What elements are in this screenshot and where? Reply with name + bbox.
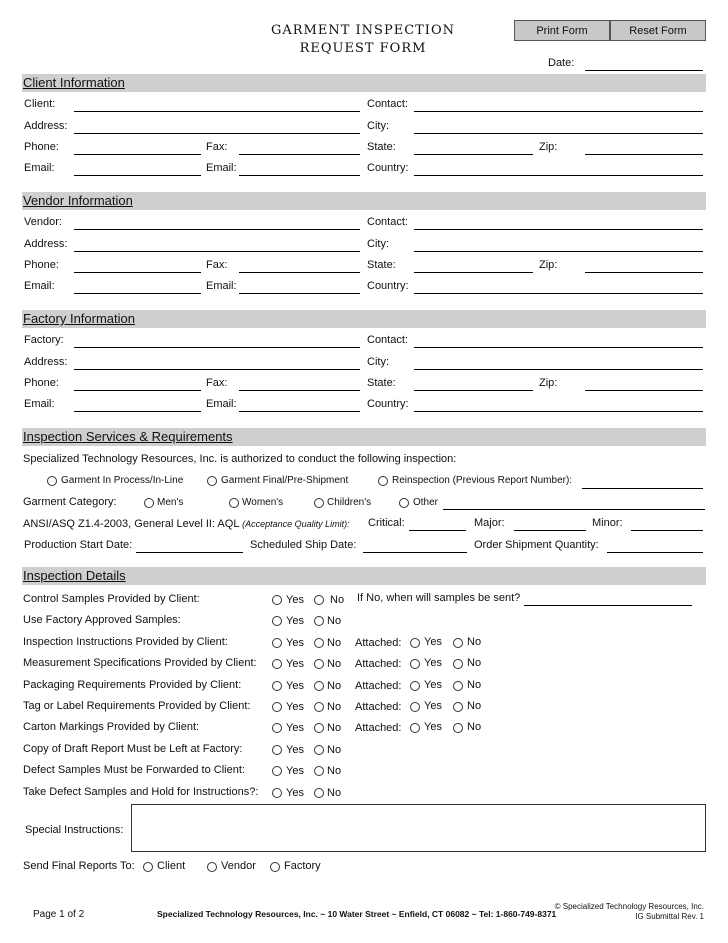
email-field[interactable] xyxy=(74,293,201,294)
other-category-field[interactable] xyxy=(443,509,705,510)
phone-label: Phone: xyxy=(24,141,59,153)
services-section-header xyxy=(22,428,706,446)
city-field[interactable] xyxy=(414,133,703,134)
detail-row-label: Packaging Requirements Provided by Client: xyxy=(23,678,242,691)
detail-row-label: Copy of Draft Report Must be Left at Factory: xyxy=(23,742,243,755)
no-radio[interactable] xyxy=(314,616,324,626)
attached-no-radio[interactable] xyxy=(453,638,463,648)
footer-address: Specialized Technology Resources, Inc. ~ 10 Water Street ~ Enfield, CT 06082 ~ Tel: 1-860-749-8371 xyxy=(157,909,557,919)
yes-label: Yes xyxy=(286,679,304,692)
detail-row-label: Control Samples Provided by Client: xyxy=(23,593,200,605)
address-field[interactable] xyxy=(74,369,360,370)
services-heading: Inspection Services & Requirements xyxy=(23,429,233,444)
no-label: No xyxy=(327,765,342,778)
yes-label: Yes xyxy=(286,615,304,628)
aql-standard: ANSI/ASQ Z1.4-2003, General Level II: AQL xyxy=(23,518,240,530)
contact-label: Contact: xyxy=(367,334,408,346)
factory-section-heading: Factory Information xyxy=(23,311,135,326)
yes-radio[interactable] xyxy=(272,723,282,733)
category-radio[interactable] xyxy=(229,498,239,508)
attached-no-radio[interactable] xyxy=(453,702,463,712)
category-label: Other xyxy=(413,497,439,508)
name-field[interactable] xyxy=(74,111,360,112)
send-client-radio[interactable] xyxy=(143,862,153,872)
attached-yes-radio[interactable] xyxy=(410,659,420,669)
name-label: Vendor: xyxy=(24,216,62,228)
zip-field[interactable] xyxy=(585,390,703,391)
no-label: No xyxy=(327,615,342,628)
send-reports-label: Send Final Reports To: xyxy=(23,860,135,872)
aql-label xyxy=(23,518,350,530)
yes-label: Yes xyxy=(286,786,304,799)
yes-radio[interactable] xyxy=(272,616,282,626)
yes-label: Yes xyxy=(286,722,304,735)
date-field[interactable] xyxy=(585,70,703,71)
form-title-line2: REQUEST FORM xyxy=(299,41,427,56)
no-label: No xyxy=(327,701,342,713)
inspection-type-label: Garment In Process/In-Line xyxy=(61,475,184,486)
country-field[interactable] xyxy=(414,175,703,176)
category-radio[interactable] xyxy=(144,498,154,508)
zip-label: Zip: xyxy=(539,141,558,153)
attached-no-label: No xyxy=(467,721,482,734)
major-field[interactable] xyxy=(514,530,586,531)
no-radio[interactable] xyxy=(314,723,324,733)
yes-label: Yes xyxy=(286,701,304,713)
details-heading: Inspection Details xyxy=(23,568,126,583)
attached-label: Attached: xyxy=(355,679,402,692)
yes-radio[interactable] xyxy=(272,659,282,669)
phone-label: Phone: xyxy=(24,377,59,389)
no-radio[interactable] xyxy=(314,681,324,691)
no-radio[interactable] xyxy=(314,638,324,648)
address-field[interactable] xyxy=(74,251,360,252)
form-title-line1: GARMENT INSPECTION xyxy=(271,23,455,38)
fax-field[interactable] xyxy=(239,272,360,273)
yes-label: Yes xyxy=(286,594,304,606)
yes-label: Yes xyxy=(286,743,304,756)
country-label: Country: xyxy=(367,162,409,174)
no-label: No xyxy=(327,743,342,756)
state-field[interactable] xyxy=(414,154,533,155)
detail-row-label: Defect Samples Must be Forwarded to Client: xyxy=(23,764,245,777)
detail-row-label: Take Defect Samples and Hold for Instructions?: xyxy=(23,785,259,798)
contact-field[interactable] xyxy=(414,229,703,230)
city-field[interactable] xyxy=(414,369,703,370)
phone-label: Phone: xyxy=(24,259,59,271)
inspection-type-label: Reinspection (Previous Report Number): xyxy=(392,475,573,486)
country-label: Country: xyxy=(367,280,409,292)
category-label: Children's xyxy=(327,497,372,508)
category-radio[interactable] xyxy=(399,498,409,508)
attached-yes-radio[interactable] xyxy=(410,638,420,648)
name-field[interactable] xyxy=(74,347,360,348)
attached-no-radio[interactable] xyxy=(453,659,463,669)
no-label: No xyxy=(327,636,342,649)
page-number: Page 1 of 2 xyxy=(33,909,85,920)
yes-radio[interactable] xyxy=(272,638,282,648)
special-instructions-field[interactable] xyxy=(131,804,706,852)
detail-row-label: Tag or Label Requirements Provided by Client: xyxy=(23,700,251,712)
address-label: Address: xyxy=(24,238,68,250)
city-field[interactable] xyxy=(414,251,703,252)
ship-date-field[interactable] xyxy=(363,552,467,553)
attached-no-radio[interactable] xyxy=(453,681,463,691)
previous-report-number-field[interactable] xyxy=(582,488,703,489)
inspection-type-radio[interactable] xyxy=(207,476,217,486)
detail-row-label: Carton Markings Provided by Client: xyxy=(23,721,200,734)
yes-label: Yes xyxy=(286,636,304,649)
date-label: Date: xyxy=(548,57,575,69)
special-instructions-label: Special Instructions: xyxy=(25,824,124,836)
email2-label: Email: xyxy=(206,162,237,174)
country-label: Country: xyxy=(367,398,409,410)
vendor-section-header xyxy=(22,192,706,210)
address-label: Address: xyxy=(24,356,68,368)
no-label: No xyxy=(327,679,342,692)
footer-copyright: © Specialized Technology Resources, Inc. xyxy=(554,902,704,911)
if-no-date-field[interactable] xyxy=(524,605,692,606)
no-radio[interactable] xyxy=(314,702,324,712)
category-radio[interactable] xyxy=(314,498,324,508)
address-field[interactable] xyxy=(74,133,360,134)
attached-yes-label: Yes xyxy=(424,700,442,712)
services-intro: Specialized Technology Resources, Inc. is authorized to conduct the following inspection: xyxy=(23,453,457,465)
no-radio[interactable] xyxy=(314,788,324,798)
minor-field[interactable] xyxy=(631,530,703,531)
email2-field[interactable] xyxy=(239,411,360,412)
attached-label: Attached: xyxy=(355,658,402,671)
client-section-header xyxy=(22,74,706,92)
contact-label: Contact: xyxy=(367,216,408,228)
attached-no-label: No xyxy=(467,657,482,670)
aql-note: (Acceptance Quality Limit): xyxy=(242,519,350,529)
attached-label: Attached: xyxy=(355,722,402,735)
no-radio[interactable] xyxy=(314,745,324,755)
detail-row-label: Measurement Specifications Provided by Client: xyxy=(23,657,257,670)
zip-field[interactable] xyxy=(585,272,703,273)
attached-no-label: No xyxy=(467,678,482,691)
attached-no-radio[interactable] xyxy=(453,723,463,733)
attached-label: Attached: xyxy=(355,701,402,713)
send-vendor-radio[interactable] xyxy=(207,862,217,872)
state-field[interactable] xyxy=(414,390,533,391)
details-section-header xyxy=(22,567,706,585)
yes-label: Yes xyxy=(286,658,304,671)
state-label: State: xyxy=(367,259,396,271)
attached-yes-radio[interactable] xyxy=(410,723,420,733)
fax-field[interactable] xyxy=(239,154,360,155)
city-label: City: xyxy=(367,238,389,250)
name-label: Factory: xyxy=(24,334,64,346)
attached-yes-radio[interactable] xyxy=(410,702,420,712)
fax-label: Fax: xyxy=(206,259,228,271)
yes-label: Yes xyxy=(286,765,304,778)
contact-field[interactable] xyxy=(414,347,703,348)
yes-radio[interactable] xyxy=(272,595,282,605)
state-field[interactable] xyxy=(414,272,533,273)
yes-radio[interactable] xyxy=(272,788,282,798)
attached-yes-label: Yes xyxy=(424,635,442,648)
zip-label: Zip: xyxy=(539,377,558,389)
email2-label: Email: xyxy=(206,398,237,410)
order-quantity-label: Order Shipment Quantity: xyxy=(474,539,599,551)
name-field[interactable] xyxy=(74,229,360,230)
inspection-type-label: Garment Final/Pre-Shipment xyxy=(221,475,349,486)
email-label: Email: xyxy=(24,398,55,410)
production-start-field[interactable] xyxy=(136,552,243,553)
city-label: City: xyxy=(367,120,389,132)
ship-date-label: Scheduled Ship Date: xyxy=(250,539,357,551)
yes-radio[interactable] xyxy=(272,702,282,712)
no-label: No xyxy=(327,786,342,799)
yes-radio[interactable] xyxy=(272,766,282,776)
email-field[interactable] xyxy=(74,411,201,412)
no-radio[interactable] xyxy=(314,595,324,605)
reset-form-button[interactable]: Reset Form xyxy=(610,20,706,41)
fax-label: Fax: xyxy=(206,141,228,153)
phone-field[interactable] xyxy=(74,272,201,273)
name-label: Client: xyxy=(24,98,56,110)
major-label: Major: xyxy=(474,517,505,529)
vendor-section-heading: Vendor Information xyxy=(23,193,133,208)
fax-label: Fax: xyxy=(206,377,228,389)
fax-field[interactable] xyxy=(239,390,360,391)
email-label: Email: xyxy=(24,162,55,174)
zip-label: Zip: xyxy=(539,259,558,271)
contact-label: Contact: xyxy=(367,98,408,110)
send-vendor-label: Vendor xyxy=(221,860,256,872)
phone-field[interactable] xyxy=(74,390,201,391)
state-label: State: xyxy=(367,377,396,389)
attached-yes-label: Yes xyxy=(424,657,442,670)
inspection-type-radio[interactable] xyxy=(47,476,57,486)
detail-row-label: Inspection Instructions Provided by Client: xyxy=(23,635,228,648)
yes-radio[interactable] xyxy=(272,745,282,755)
attached-yes-label: Yes xyxy=(424,678,442,691)
state-label: State: xyxy=(367,141,396,153)
minor-label: Minor: xyxy=(592,517,623,529)
email2-field[interactable] xyxy=(239,175,360,176)
send-client-label: Client xyxy=(157,860,186,872)
order-quantity-field[interactable] xyxy=(607,552,703,553)
attached-no-label: No xyxy=(467,635,482,648)
city-label: City: xyxy=(367,356,389,368)
no-radio[interactable] xyxy=(314,766,324,776)
send-factory-label: Factory xyxy=(284,860,321,872)
no-label: No xyxy=(327,658,342,671)
yes-radio[interactable] xyxy=(272,681,282,691)
print-form-button[interactable]: Print Form xyxy=(514,20,610,41)
critical-field[interactable] xyxy=(409,530,466,531)
client-section-heading: Client Information xyxy=(23,75,125,90)
country-field[interactable] xyxy=(414,293,703,294)
address-label: Address: xyxy=(24,120,68,132)
email2-label: Email: xyxy=(206,280,237,292)
detail-row-label: Use Factory Approved Samples: xyxy=(23,614,181,627)
no-label: No xyxy=(330,594,345,606)
no-radio[interactable] xyxy=(314,659,324,669)
send-factory-radio[interactable] xyxy=(270,862,280,872)
email2-field[interactable] xyxy=(239,293,360,294)
if-no-label: If No, when will samples be sent? xyxy=(357,592,521,604)
attached-yes-label: Yes xyxy=(424,721,442,734)
contact-field[interactable] xyxy=(414,111,703,112)
garment-category-label: Garment Category: xyxy=(23,496,117,508)
phone-field[interactable] xyxy=(74,154,201,155)
attached-no-label: No xyxy=(467,700,482,712)
footer-revision: IG Submittal Rev. 1 xyxy=(635,912,704,921)
inspection-type-radio[interactable] xyxy=(378,476,388,486)
attached-label: Attached: xyxy=(355,636,402,649)
email-label: Email: xyxy=(24,280,55,292)
critical-label: Critical: xyxy=(368,517,405,529)
no-label: No xyxy=(327,722,342,735)
category-label: Women's xyxy=(242,497,284,508)
email-field[interactable] xyxy=(74,175,201,176)
zip-field[interactable] xyxy=(585,154,703,155)
country-field[interactable] xyxy=(414,411,703,412)
attached-yes-radio[interactable] xyxy=(410,681,420,691)
factory-section-header xyxy=(22,310,706,328)
category-label: Men's xyxy=(157,497,184,508)
production-start-label: Production Start Date: xyxy=(24,539,133,551)
